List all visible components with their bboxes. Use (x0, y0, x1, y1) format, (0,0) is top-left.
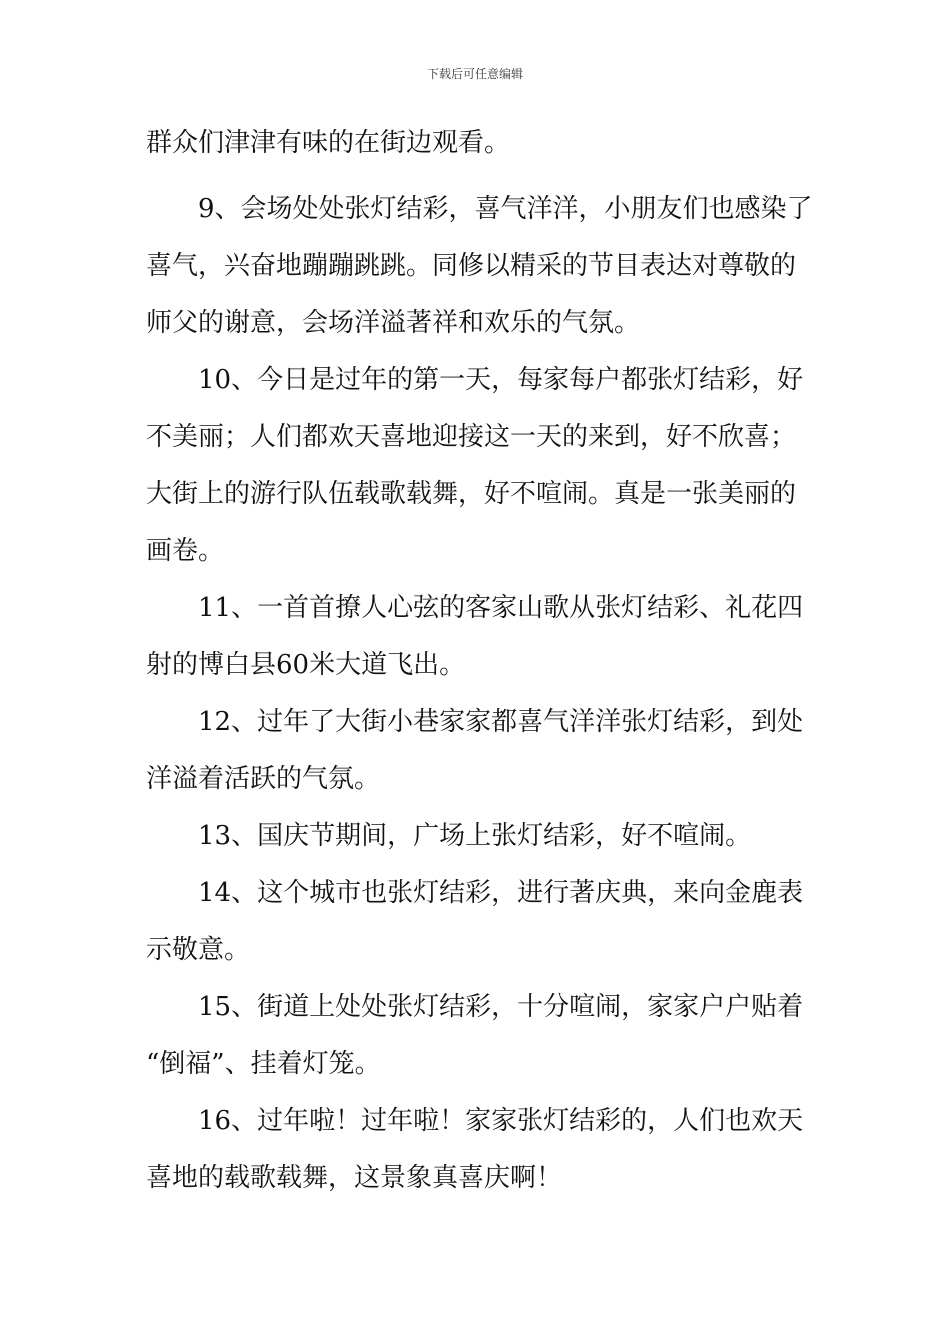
paragraph-13-line-1: 13、国庆节期间，广场上张灯结彩，好不喧闹。 (198, 821, 752, 851)
paragraph-16-line-1: 16、过年啦！过年啦！家家张灯结彩的，人们也欢天 (198, 1106, 804, 1136)
text-line: 群众们津津有味的在街边观看。 (146, 128, 511, 158)
text-line: “倒福”、挂着灯笼。 (146, 1049, 381, 1079)
paragraph-11-line-1: 11、一首首撩人心弦的客家山歌从张灯结彩、礼花四 (198, 593, 804, 623)
text-line: 射的博白县60米大道飞出。 (146, 650, 466, 680)
text-line: 洋溢着活跃的气氛。 (146, 764, 381, 794)
text-line: 不美丽；人们都欢天喜地迎接这一天的来到，好不欣喜； (146, 422, 797, 452)
paragraph-14-line-1: 14、这个城市也张灯结彩，进行著庆典，来向金鹿表 (198, 878, 804, 908)
paragraph-15-line-1: 15、街道上处处张灯结彩，十分喧闹，家家户户贴着 (198, 992, 804, 1022)
text-line: 师父的谢意，会场洋溢著祥和欢乐的气氛。 (146, 308, 641, 338)
text-line: 示敬意。 (146, 935, 251, 965)
text-line: 喜地的载歌载舞，这景象真喜庆啊！ (146, 1163, 563, 1193)
text-line: 大街上的游行队伍载歌载舞，好不喧闹。真是一张美丽的 (146, 479, 797, 509)
paragraph-10-line-1: 10、今日是过年的第一天，每家每户都张灯结彩，好 (198, 365, 804, 395)
text-line: 喜气，兴奋地蹦蹦跳跳。同修以精采的节目表达对尊敬的 (146, 251, 797, 281)
page-header-note: 下载后可任意编辑 (426, 67, 523, 81)
paragraph-9-line-1: 9、会场处处张灯结彩，喜气洋洋，小朋友们也感染了 (198, 194, 813, 224)
text-line: 画卷。 (146, 536, 225, 566)
paragraph-12-line-1: 12、过年了大街小巷家家都喜气洋洋张灯结彩，到处 (198, 707, 804, 737)
